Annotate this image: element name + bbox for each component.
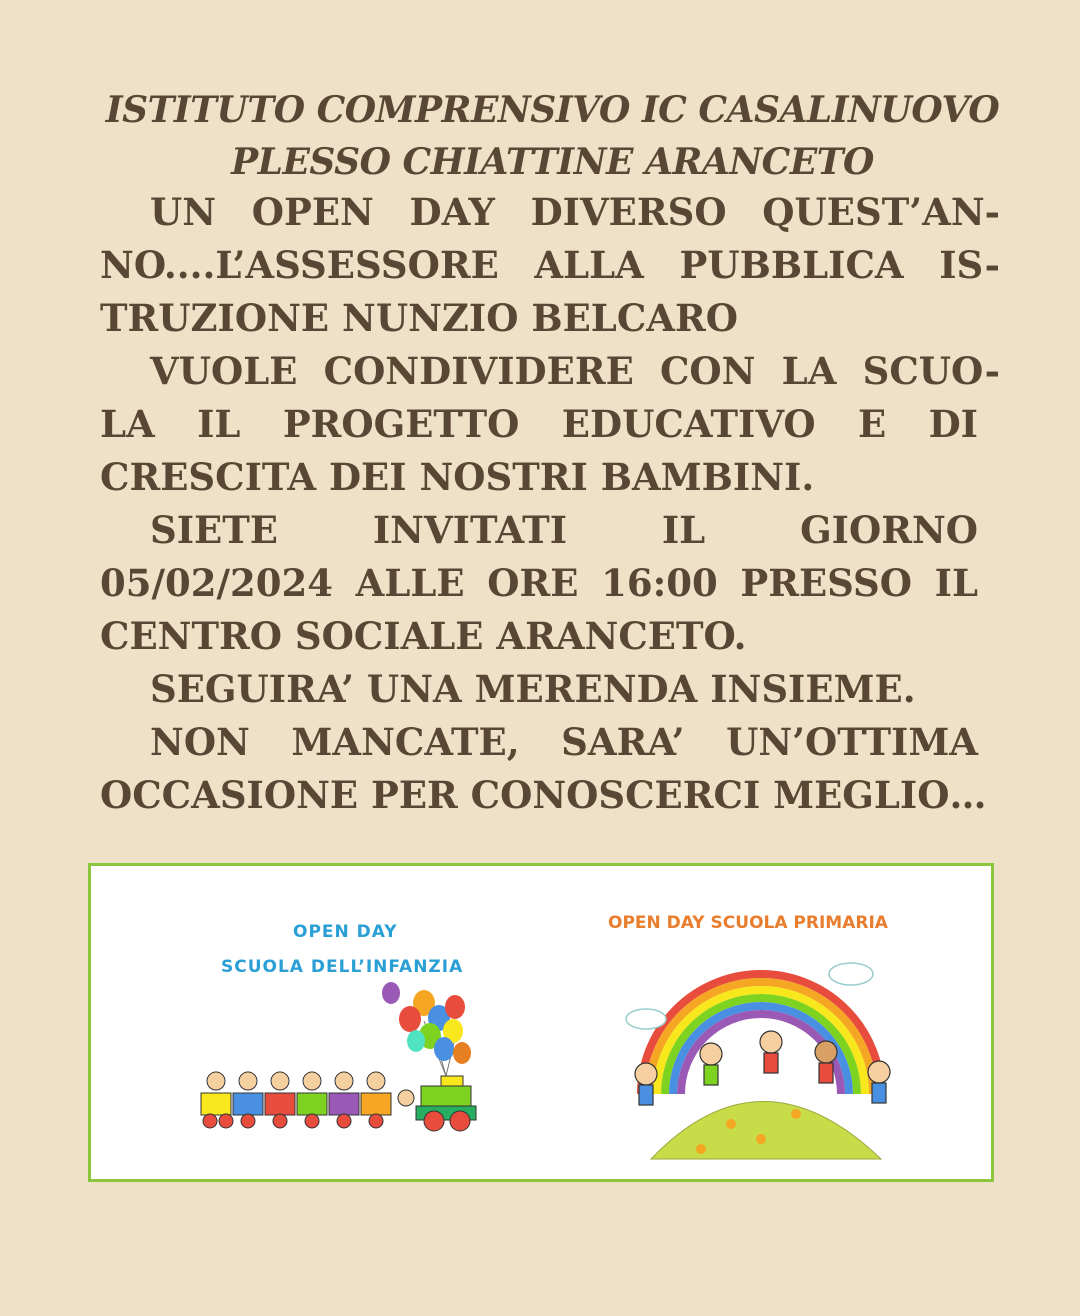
announcement-line: 05/02/2024 ALLE ORE 16:00 PRESSO IL — [100, 561, 978, 605]
school-branch: PLESSO CHIATTINE ARANCETO — [231, 141, 874, 183]
announcement-line: NON MANCATE, SARA’ UN’OTTIMA — [150, 720, 978, 764]
infanzia-panel — [91, 866, 541, 1179]
train-illustration — [196, 981, 496, 1141]
announcement-line: OCCASIONE PER CONOSCERCI MEGLIO… — [100, 773, 987, 817]
announcement-line: NO....L’ASSESSORE ALLA PUBBLICA IS- — [100, 243, 1000, 287]
announcement-line: VUOLE CONDIVIDERE CON LA SCUO- — [150, 349, 1000, 393]
announcement-line: LA IL PROGETTO EDUCATIVO E DI — [100, 402, 978, 446]
school-name: ISTITUTO COMPRENSIVO IC CASALINUOVO — [105, 89, 1000, 131]
primaria-panel — [541, 866, 991, 1179]
announcement-line: TRUZIONE NUNZIO BELCARO — [100, 296, 738, 340]
locomotive-icon — [398, 1076, 476, 1131]
wagons-icon — [201, 1072, 391, 1128]
infanzia-title: OPEN DAY — [293, 922, 398, 942]
hill-icon — [651, 1102, 881, 1160]
announcement-line: UN OPEN DAY DIVERSO QUEST’AN- — [150, 190, 1000, 234]
announcement-text — [100, 186, 1000, 822]
announcement-line: CRESCITA DEI NOSTRI BAMBINI. — [100, 455, 815, 499]
announcement-line: CENTRO SOCIALE ARANCETO. — [100, 614, 747, 658]
infanzia-subtitle: SCUOLA DELL’INFANZIA — [221, 957, 464, 977]
balloons-icon — [382, 982, 471, 1076]
primaria-title: OPEN DAY SCUOLA PRIMARIA — [608, 913, 888, 933]
announcement-line: SEGUIRA’ UNA MERENDA INSIEME. — [150, 667, 916, 711]
announcement-line: SIETE INVITATI IL GIORNO — [150, 508, 978, 552]
rainbow-illustration — [611, 944, 911, 1164]
rainbow-icon — [641, 974, 881, 1094]
open-day-banner — [88, 863, 994, 1182]
school-header — [100, 84, 1005, 188]
